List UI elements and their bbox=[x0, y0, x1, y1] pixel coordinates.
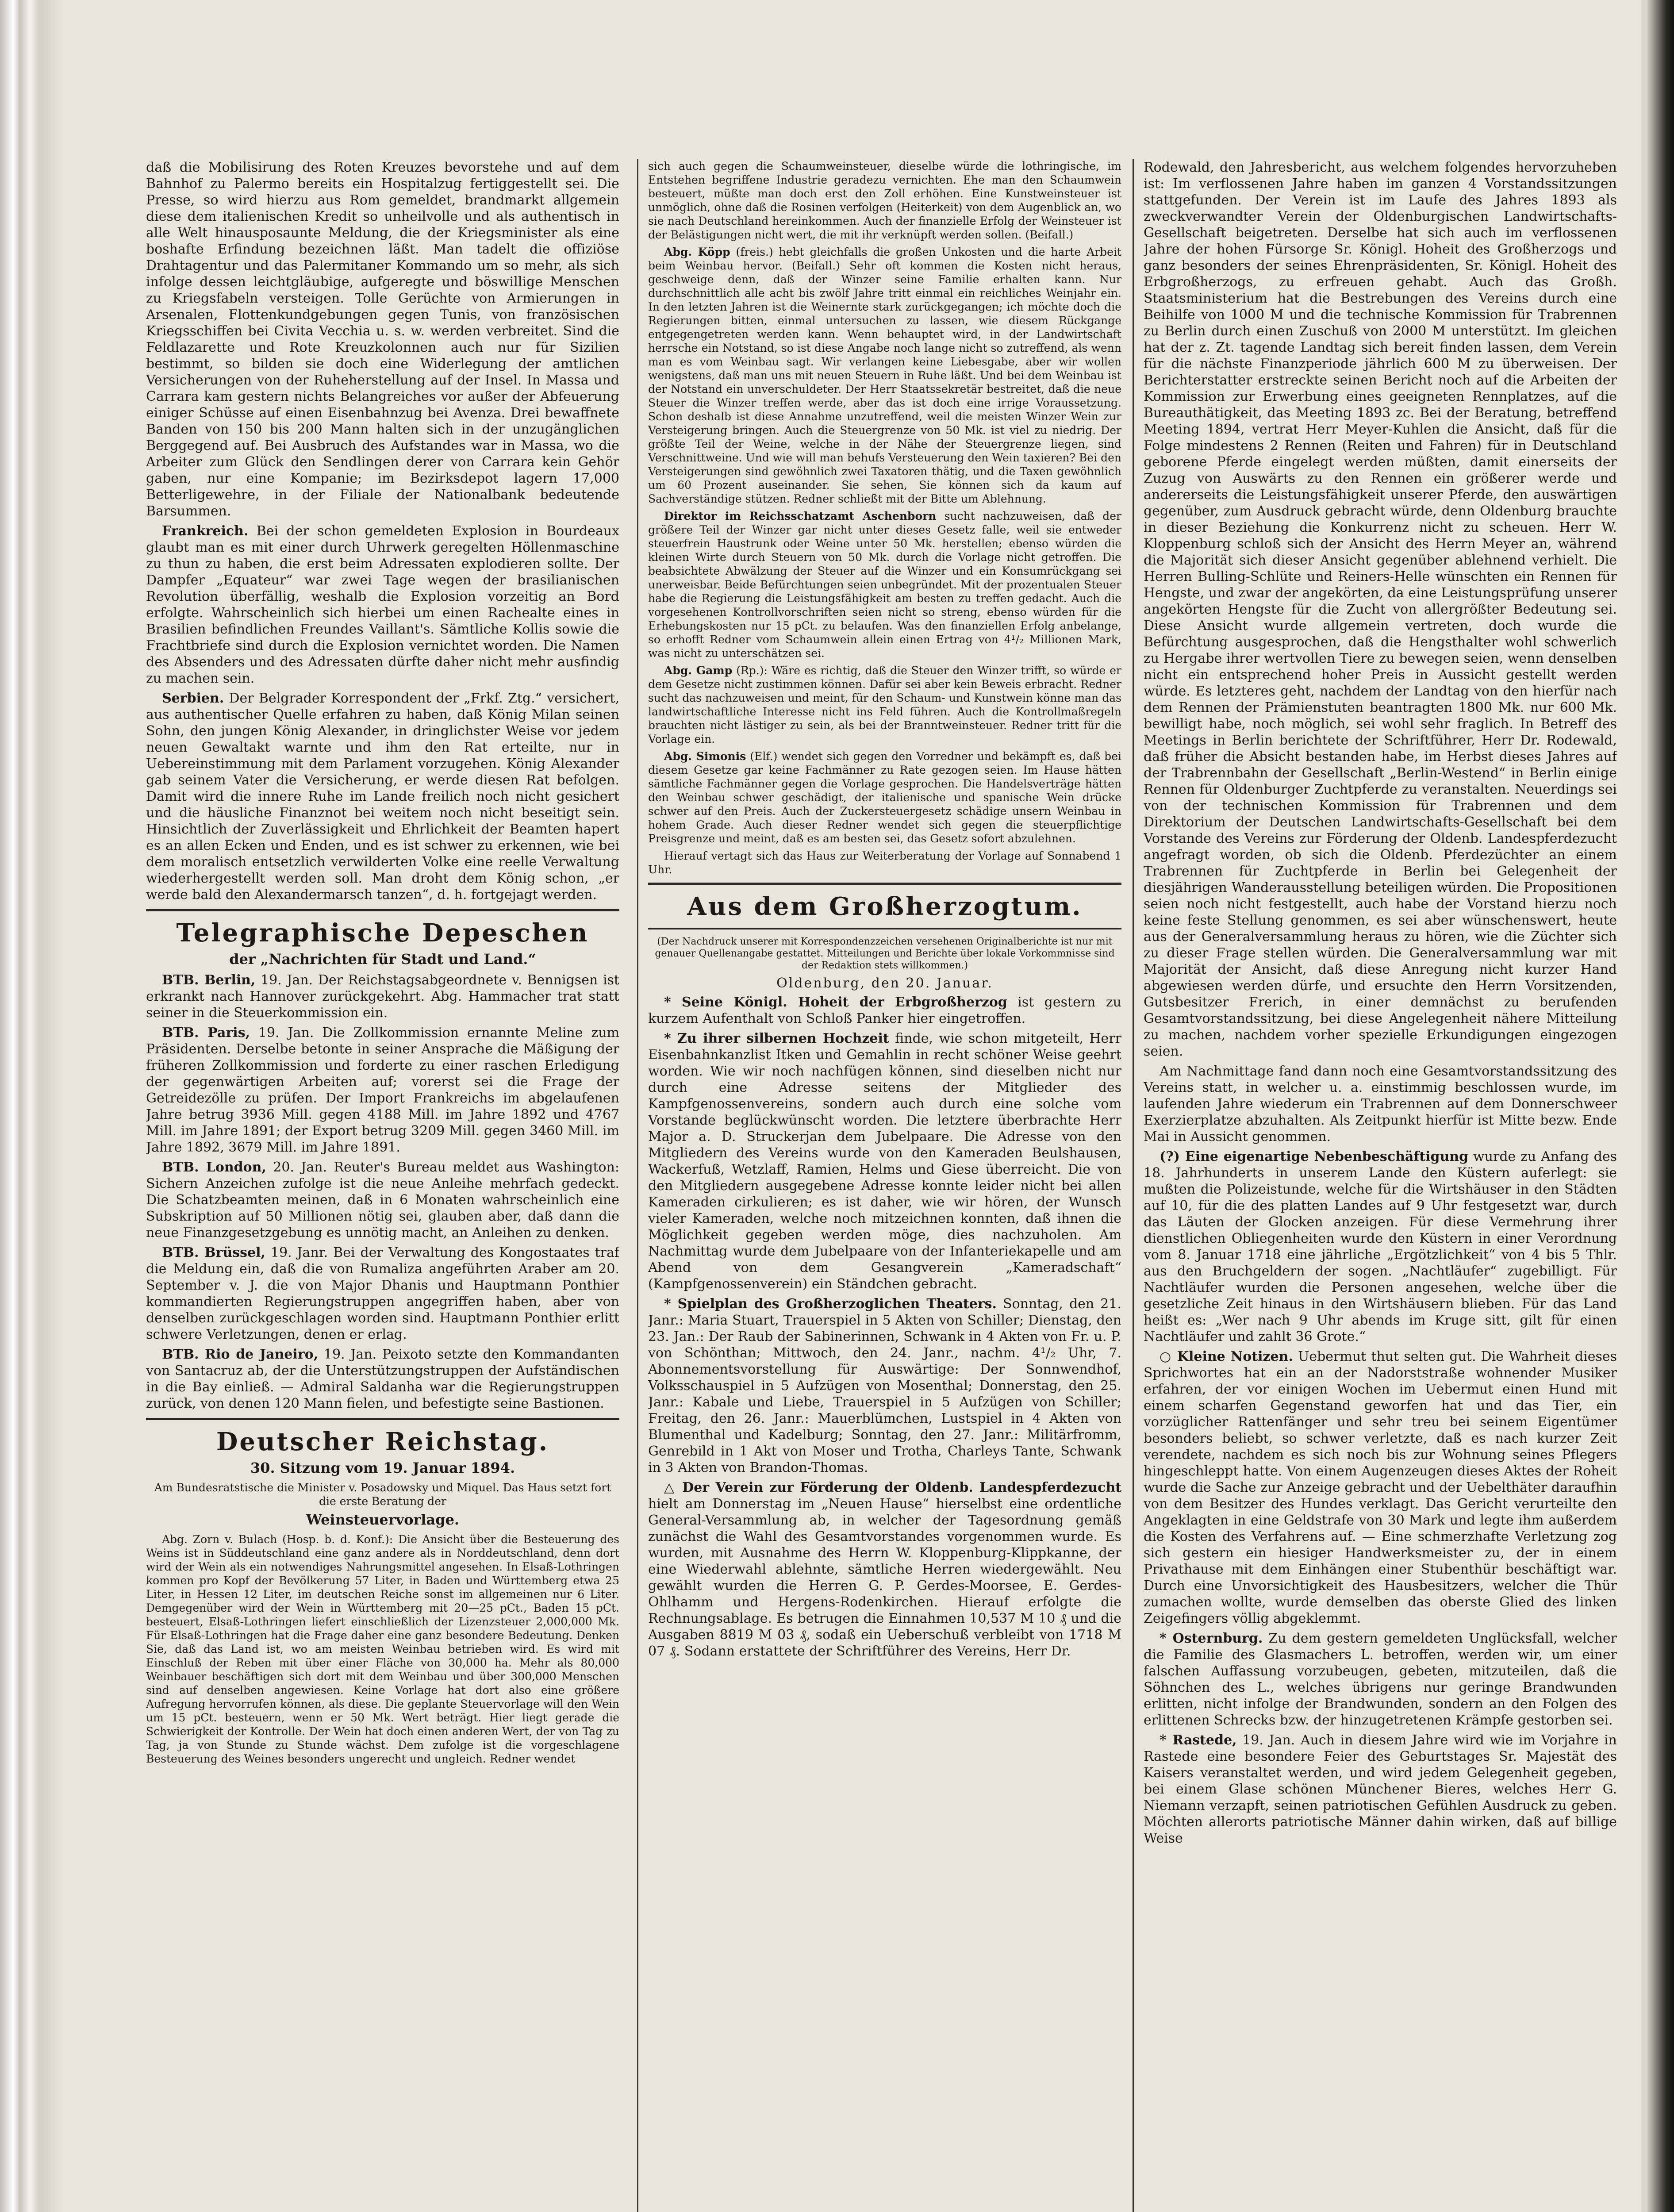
column-2 bbox=[648, 159, 1121, 2212]
section-subtitle: der „Nachrichten für Stadt und Land.“ bbox=[229, 951, 536, 968]
local-theater-spielplan bbox=[648, 1296, 1121, 1476]
item-text: ist gestern zu kurzem Aufenthalt von Schloß Panker hier eingetroffen. bbox=[648, 995, 1121, 1026]
speech-aschenborn bbox=[648, 509, 1121, 660]
item-text: 19. Jan. Auch in diesem Jahre wird wie im Vorjahre in Rastede eine besondere Feier des Geburtstages Sr. Majestät des Kaisers veranstaltet werden, und wird jedem Gelegenheit gegeben, bei einem Glase schönen Münchener Bieres, welches Herr G. Niemann verzapft, seinen patriotischen Gefühlen Ausdruck zu geben. Möchten allerorts patriotische Männer dahin wirken, daß auf billige Weise bbox=[1144, 1732, 1617, 1846]
speech-simonis bbox=[648, 749, 1121, 845]
section-divider bbox=[146, 1418, 619, 1420]
dispatch-bruessel bbox=[146, 1244, 619, 1343]
article-heading: Frankreich. bbox=[162, 523, 249, 539]
item-heading: △ Der Verein zur Förderung der Oldenb. Landespferdezucht bbox=[664, 1480, 1121, 1495]
speaker-name: Direktor im Reichsschatzamt Aschenborn bbox=[664, 510, 937, 522]
speech-text: (freis.) hebt gleichfalls die großen Unkosten und die harte Arbeit beim Weinbau hervor. (Beifall.) Sehr oft kommen die Kosten nicht heraus, geschweige denn, daß der Winzer seine Familie erhalten kann. Nur durchschnittlich alle acht bis zwölf Jahre tritt einmal ein reichliches Weinjahr ein. In den letzten Jahren ist die Weinernte stark zurückgegangen; ich möchte doch die Regierungen bitten, einmal untersuchen zu lassen, wie diesem Rückgange entgegengetreten werden kann. Wenn behauptet wird, in der Landwirtschaft herrsche ein Notstand, so ist diese Angabe noch lange nicht so zutreffend, als wenn man es vom Weinbau sagt. Wir verlangen keine Liebesgabe, aber wir wollen wenigstens, daß man uns mit neuen Steuern in Ruhe läßt. Und bei dem Weinbau ist der Notstand ein unverschuldeter. Der Herr Staatssekretär bestreitet, daß die neue Steuer die Winzer treffen werde, aber das ist doch eine irrige Voraussetzung. Schon deshalb ist diese Annahme unzutreffend, weil die meisten Winzer Wein zur Versteigerung bringen. Auch die Steuergrenze von 50 Mk. ist viel zu niedrig. Der größte Teil der Weine, welche in der Nähe der Steuergrenze liegen, sind Verschnittweine. Und wie will man behufs Versteuerung den Wein taxieren? Bei den Versteigerungen sind gewöhnlich zwei Taxatoren thätig, und die Taxen gewöhnlich um 60 Prozent auseinander. Sie sehen, Sie können sich da kaum auf Sachverständige stützen. Redner schließt mit der Bitte um Ablehnung. bbox=[648, 246, 1121, 505]
section-title-reichstag: Deutscher Reichstag. bbox=[216, 1427, 549, 1456]
dispatch-dateline: BTB. London, bbox=[162, 1160, 266, 1175]
local-rastede bbox=[1144, 1732, 1617, 1847]
article-text: Der Belgrader Korrespondent der „Frkf. Ztg.“ versichert, aus authentischer Quelle erfahren zu haben, daß König Milan seinen Sohn, den jungen König Alexander, in dringlichster Weise vor jedem neuen Gewaltakt warnte und ihm den Rat erteilte, nur in Uebereinstimmung mit dem Parlament vorzugehen. König Alexander gab seinem Vater die Versicherung, er werde diesen Rat befolgen. Damit wird die innere Ruhe im Lande freilich noch nicht gesichert und die häusliche Finanznot bei weitem noch nicht beseitigt sein. Hinsichtlich der Zuverlässigkeit und Ehrlichkeit der Beamten hapert es an allen Ecken und Enden, und es ist schwer zu erkennen, wie bei dem moralisch entsetzlich verwilderten Volke eine reelle Verwaltung wiederhergestellt werden soll. Man droht dem König schon, „er werde bald den Alexandermarsch tanzen“, d. h. fortgejagt werden. bbox=[146, 691, 619, 902]
item-heading: ○ Kleine Notizen. bbox=[1160, 1349, 1293, 1364]
item-text: wurde zu Anfang des 18. Jahrhunderts in unserem Lande den Küstern auferlegt: sie mußten die Polizeistunde, welche für die Wirtshäuser in den Städten auf 10, für die des platten Landes auf 9 Uhr festgesetzt war, durch das Läuten der Glocken anzeigen. Für diese Vermehrung ihrer dienstlichen Obliegenheiten wurde den Küstern in einer Verordnung vom 8. Januar 1718 eine jährliche „Ergötzlichkeit“ von 4 bis 5 Thlr. aus den Bruchgeldern der sogen. „Nachtläufer“ zugebilligt. Für Nachtläufer wurden die Personen angesehen, welche über die gesetzliche Zeit hinaus in den Wirtshäusern blieben. Für das Land heißt es: „Wer nach 9 Uhr abends im Kruge sitt, gilt für einen Nachtläufer und zahlt 36 Grote.“ bbox=[1144, 1149, 1617, 1344]
item-heading: * Zu ihrer silbernen Hochzeit bbox=[664, 1031, 889, 1046]
speech-text: (Elf.) wendet sich gegen den Vorredner und bekämpft es, daß bei diesem Gesetze gar keine Fachmänner zu Rate gezogen seien. Im Hause hätten sämtliche Fachmänner gegen die Vorlage gesprochen. Die Handelsverträge hätten den Weinbau schwer geschädigt, der italienische und spanische Wein drücke schwer auf den Preis. Auch der Zuckersteuergesetz schädige unsern Weinbau in hohem Grade. Auch dieser Redner wendet sich gegen die steuerpflichtige Preisgrenze und meint, daß es am besten sei, das Gesetz sofort abzulehnen. bbox=[648, 750, 1121, 845]
dispatch-dateline: BTB. Paris, bbox=[162, 1025, 250, 1041]
speaker-name: Abg. Köpp bbox=[664, 246, 730, 258]
reprint-notice: (Der Nachdruck unserer mit Korrespondenzzeichen versehenen Originalberichte ist nur mit genauer Quellenangabe gestattet. Mitteilungen und Berichte über lokale Vorkommnisse sind der Redaktion stets willkommen.) bbox=[655, 936, 1115, 971]
article-serbien bbox=[146, 690, 619, 903]
article-heading: Serbien. bbox=[162, 691, 224, 706]
column-rule-right bbox=[1133, 159, 1134, 2212]
section-divider bbox=[648, 883, 1121, 885]
session-subtitle: 30. Sitzung vom 19. Januar 1894. bbox=[250, 1459, 515, 1476]
pferdezucht-report-continued: Rodewald, den Jahresbericht, aus welchem folgendes hervorzuheben ist: Im verflossenen Jahre haben im ganzen 4 Vorstandssitzungen stattgefunden. Der Verein ist im Laufe des Jahres 1893 als zweckverwandter Verein der Oldenburgischen Landwirtschafts-Gesellschaft beigetreten. Derselbe hat sich auch im verflossenen Jahre der hohen Fürsorge Sr. Königl. Hoheit des Großherzogs und ganz besonders der seines Ehrenpräsidenten, Sr. Königl. Hoheit des Erbgroßherzogs, zu erfreuen gehabt. Auch das Großh. Staatsministerium hat die Bestrebungen des Vereins durch eine Beihilfe von 1000 M und die technische Kommission für Trabrennen zu Berlin durch einen Zuschuß von 2000 M unterstützt. Im gleichen hat der z. Zt. tagende Landtag sich bereit finden lassen, dem Verein für die nächste Finanzperiode jährlich 600 M zu überweisen. Der Berichterstatter erstreckte seinen Bericht noch auf die Arbeiten der Kommission zur Erwerbung eines geeigneten Rennplatzes, auf die Bureauthätigkeit, das Meeting 1893 zc. Bei der Beratung, betreffend Meeting 1894, vertrat Herr Meyer-Kuhlen die Ansicht, daß für die Folge mindestens 2 Rennen (Reiten und Fahren) für in Deutschland geborene Pferde eingelegt werden müßten, damit einerseits der Zuzug von Auswärts zu den Rennen ein größerer werde und andererseits die Leistungsfähigkeit unserer Pferde, den auswärtigen gegenüber, zum Ausdruck gebracht würde, denn Oldenburg brauchte in dieser Beziehung die Konkurrenz nicht zu scheuen. Herr W. Kloppenburg schloß sich der Ansicht des Herrn Meyer an, während die Majorität sich dieser Ansicht gegenüber ablehnend verhielt. Die Herren Bulling-Schlüte und Reiners-Helle wünschten ein Rennen für Hengste, und zwar der angekörten, da eine Leistungsprüfung unserer angekörten Hengste für die Zucht von allergrößter Bedeutung sei. Diese Ansicht wurde allgemein vertreten, doch wurde die Befürchtung ausgesprochen, daß die Hengsthalter wohl schwerlich zu Hergabe ihrer wertvollen Tiere zu bewegen seien, wenn denselben nicht ein entsprechend hoher Preis in Aussicht gestellt werden würde. Es letzteres geht, nachdem der Landtag von den hierfür nach dem Rennen der Prämienstuten beantragten 1800 Mk. nur 600 Mk. bewilligt habe, noch möglich, sei wohl sehr fraglich. In Betreff des Meetings in Berlin berichtete der Schriftführer, Herr Dr. Rodewald, daß früher die Absicht bestanden habe, im Herbst dieses Jahres auf der Trabrennbahn der Gesellschaft „Berlin-Westend“ in Berlin einige Rennen für Oldenburger Zuchtpferde zu veranstalten. Neuerdings sei von der technischen Kommission für Trabrennen und dem Direktorium der Deutschen Landwirtschafts-Gesellschaft bei dem Vorstande des Vereins zur Förderung der Oldenb. Landespferdezucht angefragt worden, ob sich die Oldenb. Pferdezüchter an einem Trabrennen für Zuchtpferde in Berlin bei Gelegenheit der diesjährigen Wanderausstellung beteiligen würden. Die Propositionen seien noch nicht festgestellt, auch habe der Vorstand hierzu noch keine feste Stellung genommen, es sei aber wünschenswert, heute aus der Generalversammlung heraus zu hören, wie die Züchter sich zu dieser Frage stellen würden. Die Generalversammlung war mit Majorität der Ansicht, daß diese Anregung nicht kurzer Hand abgewiesen werden dürfe, und ersuchte den Herrn Vorsitzenden, Gutsbesitzer Frerich, in einer demnächst zu berufenden Gesamtvorstandssitzung, bei diese Angelegenheit nähere Mitteilung zu machen, nachdem vorher spezielle Erkundigungen eingezogen seien. bbox=[1144, 160, 1617, 1059]
pferdezucht-afternoon-session: Am Nachmittage fand dann noch eine Gesamtvorstandssitzung des Vereins statt, in welcher u. a. einstimmig beschlossen wurde, im laufenden Jahre wiederum ein Trabrennen auf dem Donnerschweer Exerzierplatze abzuhalten. Als Zeitpunkt hierfür ist Mitte bezw. Ende Mai in Aussicht genommen. bbox=[1144, 1064, 1617, 1144]
italy-article-continued: daß die Mobilisirung des Roten Kreuzes bevorstehe und auf dem Bahnhof zu Palermo bereits ein Hospitalzug fertiggestellt sei. Die Presse, so wird hierzu aus Rom gemeldet, brandmarkt allgemein diese dem italienischen Kredit so unheilvolle und als authentisch in alle Welt hinausposaunte Meldung, die der Kriegsminister als eine boshafte Erfindung bezeichnen läßt. Man tadelt die offiziöse Drahtagentur und das Palermitaner Kommando um so mehr, als sich infolge dessen leichtgläubige, aufgeregte und böswillige Menschen zu Kriegsfabeln versteigen. Tolle Gerüchte von Armierungen in Arsenalen, Flottenkundgebungen gegen Tunis, von französischen Kriegsschiffen bei Civita Vecchia u. s. w. werden verbreitet. Sind die Feldlazarette und Rote Kreuzkolonnen auch nur für Sizilien bestimmt, so bilden sie doch eine Widerlegung der amtlichen Versicherungen von der Ruheherstellung auf der Insel. In Massa und Carrara kam gestern nichts Belangreiches vor außer der Abfeuerung einiger Schüsse auf einen Eisenbahnzug bei Avenza. Drei bewaffnete Banden von 150 bis 200 Mann halten sich in der unzugänglichen Berggegend auf. Bei Ausbruch des Aufstandes war in Massa, wo die Arbeiter zum Glück den Sendlingen derer von Carrara kein Gehör gaben, nur eine Kompanie; im Bezirksdepot lagern 17,000 Betterligewehre, in der Filiale der Nationalbank bedeutende Barsummen. bbox=[146, 160, 619, 519]
local-nebenbeschaeftigung bbox=[1144, 1148, 1617, 1345]
column-3 bbox=[1144, 159, 1617, 2212]
dispatch-text: 19. Janr. Bei der Verwaltung des Kongostaates traf die Meldung ein, daß die von Rumaliza angeführten Araber am 20. September v. J. die von Major Dhanis und Hauptmann Ponthier kommandierten Regierungstruppen angegriffen haben, aber von denselben zurückgeschlagen worden sind. Hauptmann Ponthier erlitt schwere Verletzungen, denen er erlag. bbox=[146, 1245, 619, 1342]
item-text: finde, wie schon mitgeteilt, Herr Eisenbahnkanzlist Itken und Gemahlin in recht schöner Weise geehrt worden. Wie wir noch nachfügen können, sind dieselben nicht nur durch eine Adresse seitens der Mitglieder des Kampfgenossenvereins, sondern auch durch eine solche vom Vorstande beglückwünscht worden. Die letztere überbrachte Herr Major a. D. Struckerjan dem Jubelpaare. Die Adresse von den Mitgliedern des Vereins wurde von den Kameraden Beulshausen, Wackerfuß, Wetzlaff, Ramien, Helms und Giese überreicht. Die von den Mitgliedern ausgegebene Adresse konnte leider nicht bei allen Kameraden cirkulieren; es ist daher, wie wir hören, der Wunsch vieler Kameraden, welche noch mitzeichnen konnten, daß ihnen die Möglichkeit gegeben werden möge, dies nachzuholen. Am Nachmittag wurde dem Jubelpaare von der Infanteriekapelle und am Abend von dem Gesangverein „Kameradschaft“ (Kampfgenossenverein) ein Ständchen gebracht. bbox=[648, 1031, 1121, 1292]
bill-title: Weinsteuervorlage. bbox=[306, 1511, 460, 1528]
speech-text: sucht nachzuweisen, daß der größere Teil der Winzer gar nicht unter dieses Gesetz falle, weil sie entweder steuerfrein Haustrunk oder Weine unter 50 Mk. herstellen; ebenso würden die kleinen Wirte durch Steuern von 50 Mk. durch die Vorlage nicht getroffen. Die beabsichtete Abwälzung der Steuer auf die Winzer und ein Konsumrückgang sei unerweisbar. Beide Befürchtungen seien unbegründet. Mit der prozentualen Steuer habe die Regierung die Leistungsfähigkeit am besten zu treffen gedacht. Auch die vorgesehenen Kontrollvorschriften seien nicht so streng, ebenso würden für die Erhebungskosten nur 15 pCt. zu belaufen. Was den finanziellen Erfolg anbelange, so erhofft Redner vom Schaumwein allein einen Ertrag von 4¹/₂ Millionen Mark, was nicht zu unterschätzen sei. bbox=[648, 510, 1121, 660]
session-intro: Am Bundesratstische die Minister v. Posadowsky und Miquel. Das Haus setzt fort die erste Beratung der bbox=[154, 1481, 611, 1508]
dispatch-london bbox=[146, 1159, 619, 1241]
section-divider bbox=[146, 909, 619, 911]
article-frankreich bbox=[146, 523, 619, 687]
dispatch-dateline: BTB. Rio de Janeiro, bbox=[162, 1347, 319, 1362]
local-osternburg bbox=[1144, 1630, 1617, 1728]
local-kleine-notizen bbox=[1144, 1348, 1617, 1627]
item-heading: * Osternburg. bbox=[1160, 1631, 1263, 1646]
section-divider-thin bbox=[648, 928, 1121, 929]
reichstag-debate-text: Abg. Zorn v. Bulach (Hosp. b. d. Konf.): Die Ansicht über die Besteuerung des Weins ist in Süddeutschland eine ganz andere als in Norddeutschland, denn dort wird der Wein als ein notwendiges Nahrungsmittel angesehen. In Elsaß-Lothringen kommen pro Kopf der Bevölkerung 57 Liter, in Baden und Württemberg etwa 25 Liter, in Hessen 12 Liter, im deutschen Reiche sonst im allgemeinen nur 6 Liter. Demgegenüber wird der Wein in Württemberg mit 20—25 pCt., Baden 15 pCt. besteuert, Elsaß-Lothringen liefert einschließlich der Lizenzsteuer 2,000,000 Mk. Für Elsaß-Lothringen hat die Frage daher eine ganz besondere Bedeutung. Denken Sie, daß das Land ist, wo am meisten Weinbau betrieben wird. Es wird mit Einschluß der Reben mit über einer Fläche von 30,000 ha. Mehr als 80,000 Weinbauer beschäftigen sich dort mit dem Weinbau und über 300,000 Menschen sind auf denselben angewiesen. Keine Vorlage hat dort also eine größere Aufregung hervorrufen können, als diese. Die geplante Steuervorlage will den Wein um 15 pCt. besteuern, wenn er 50 Mk. Wert beträgt. Hier liegt gerade die Schwierigkeit der Kontrolle. Der Wein hat doch einen anderen Wert, der von Tag zu Tag, ja von Stunde zu Stunde wächst. Dem zufolge ist die vorgeschlagene Besteuerung des Weines besonders ungerecht und ungleich. Redner wendet bbox=[146, 1533, 619, 1765]
dispatch-dateline: BTB. Berlin, bbox=[162, 972, 256, 988]
item-heading: * Spielplan des Großherzoglichen Theaters. bbox=[664, 1296, 997, 1312]
dispatch-text: 19. Jan. Peixoto setzte den Kommandanten von Santacruz ab, der die Unterstützungstruppen der Aufständischen in die Bay einließ. — Admiral Saldanha war die Regierungstruppen zurück, von denen 120 Mann fielen, und befestigte seine Bastionen. bbox=[146, 1347, 619, 1411]
section-title-telegraphic-dispatches: Telegraphische Depeschen bbox=[176, 918, 589, 948]
local-dateline: Oldenburg, den 20. Januar. bbox=[776, 975, 993, 991]
item-text: Zu dem gestern gemeldeten Unglücksfall, welcher die Familie des Glasmachers L. betroffen, werden wir, um einer falschen Auffassung vorzubeugen, gebeten, mitzuteilen, daß die Söhnchen des L., welches übrigens nur geringe Brandwunden erlitten, nicht infolge der Brandwunden, sondern an den Folgen des erlittenen Schrecks bzw. der hinzugetretenen Krämpfe gestorben sei. bbox=[1144, 1631, 1617, 1728]
page-binding-edge bbox=[0, 0, 66, 2212]
page-right-edge bbox=[1647, 0, 1674, 2212]
speaker-name: Abg. Simonis bbox=[664, 750, 746, 763]
dispatch-berlin bbox=[146, 972, 619, 1021]
dispatch-paris bbox=[146, 1025, 619, 1156]
dispatch-dateline: BTB. Brüssel, bbox=[162, 1245, 265, 1260]
dispatch-rio bbox=[146, 1346, 619, 1412]
speech-gamp bbox=[648, 664, 1121, 746]
dispatch-text: 19. Jan. Der Reichstagsabgeordnete v. Bennigsen ist erkrankt nach Hannover zurückgekehrt. Abg. Hammacher trat statt seiner in die Steuerkommission ein. bbox=[146, 972, 619, 1021]
dispatch-text: 19. Jan. Die Zollkommission ernannte Meline zum Präsidenten. Derselbe betonte in seiner Ansprache die Mäßigung der früheren Zollkommission und forderte zu einer raschen Erledigung der gegenwärtigen Arbeiten auf; vorerst sei die Frage der Getreidezölle zu prüfen. Der Import Frankreichs im abgelaufenen Jahre betrug 3936 Mill. gegen 4188 Mill. im Jahre 1892 und 4767 Mill. im Jahre 1891; der Export betrug 3209 Mill. gegen 3460 Mill. im Jahre 1892, 3679 Mill. im Jahre 1891. bbox=[146, 1025, 619, 1155]
local-silberhochzeit bbox=[648, 1030, 1121, 1292]
item-heading: * Seine Königl. Hoheit der Erbgroßherzog bbox=[664, 995, 1007, 1010]
column-1 bbox=[146, 159, 619, 2212]
section-title-grossherzogtum: Aus dem Großherzogtum. bbox=[687, 892, 1083, 921]
speech-text: (Rp.): Wäre es richtig, daß die Steuer den Winzer trifft, so würde er dem Gesetze nicht zustimmen können. Dafür sei aber kein Beweis erbracht. Redner sucht das nachzuweisen und meint, für den Schaum- und Kunstwein könne man das landwirtschaftliche Interesse nicht ins Feld führen. Auch die Kontrollmaßregeln brauchten nicht lästiger zu sein, als bei der Branntweinsteuer. Redner tritt für die Vorlage ein. bbox=[648, 664, 1121, 745]
item-text: Sonntag, den 21. Janr.: Maria Stuart, Trauerspiel in 5 Akten von Schiller; Dienstag, den 23. Jan.: Der Raub der Sabinerinnen, Schwank in 4 Akten von Fr. u. P. von Schönthan; Mittwoch, den 24. Janr., nachm. 4¹/₂ Uhr, 7. Abonnementsvorstellung für Auswärtige: Der Sonnwendhof, Volksschauspiel in 5 Aufzügen von Mosenthal; Donnerstag, den 25. Janr.: Kabale und Liebe, Trauerspiel in 5 Aufzügen von Schiller; Freitag, den 26. Janr.: Mauerblümchen, Lustspiel in 4 Akten von Blumenthal und Kadelburg; Sonntag, den 27. Janr.: Militärfromm, Genrebild in 1 Akt von Moser und Trotha, Charleys Tante, Schwank in 3 Akten von Brandon-Thomas. bbox=[648, 1296, 1121, 1475]
column-rule-left bbox=[637, 159, 638, 2212]
item-text: Uebermut thut selten gut. Die Wahrheit dieses Sprichwortes hat ein an der Nadorststraße wohnender Musiker erfahren, der vor einigen Wochen im Uebermut einen Hund mit einem scharfen Gegenstand geworfen hat und das Tier, ein vorzüglicher Rattenfänger und sehr treu bei seinem Eigentümer besonders beliebt, so schwer verletzte, daß es nach kurzer Zeit verendete, nachdem es sich noch bis zur Wohnung seines Pflegers hingeschleppt hatte. Von einem Augenzeugen dieses Aktes der Roheit wurde die Sache zur Anzeige gebracht und der Uebelthäter daraufhin von dem Besitzer des Hundes verklagt. Das Gericht verurteilte den Angeklagten in eine Geldstrafe von 30 Mark und legte ihm außerdem die Kosten des Verfahrens auf. — Eine schmerzhafte Verletzung zog sich gestern ein hiesiger Handwerksmeister zu, der in einem Privathause mit dem Einhängen einer Stubenthür beschäftigt war. Durch eine Unvorsichtigkeit des Hausbesitzers, welcher die Thür zumachen wollte, wurde demselben das oberste Glied des linken Zeigefingers völlig abgeklemmt. bbox=[1144, 1349, 1617, 1626]
adjournment-note: Hierauf vertagt sich das Haus zur Weiterberatung der Vorlage auf Sonnabend 1 Uhr. bbox=[648, 849, 1121, 876]
item-heading: * Rastede, bbox=[1160, 1732, 1237, 1748]
speaker-name: Abg. Gamp bbox=[664, 664, 733, 677]
article-text: Bei der schon gemeldeten Explosion in Bourdeaux glaubt man es mit einer durch Uhrwerk geregelten Höllenmaschine zu thun zu haben, die erst beim Adressaten explodieren sollte. Der Dampfer „Equateur“ war zwei Tage wegen der brasilianischen Revolution überfällig, weshalb die Explosion vorzeitig an Bord erfolgte. Wahrscheinlich sich hierbei um einen Rachealte eines in Brasilien befindlichen Freundes Vaillant's. Sämtliche Kollis sowie die Frachtbriefe sind durch die Explosion vernichtet worden. Die Namen des Absenders und des Adressaten dürfte daher nicht mehr ausfindig zu machen sein. bbox=[146, 523, 619, 686]
local-pferdezucht-verein bbox=[648, 1479, 1121, 1659]
dispatch-text: 20. Jan. Reuter's Bureau meldet aus Washington: Sichern Anzeichen zufolge ist die neue Anleihe mehrfach gedeckt. Die Schatzbeamten meinen, daß in 6 Monaten wahrscheinlich eine Subskription auf 50 Millionen nötig sei, glauben aber, daß dann die neue Finanzgesetzgebung es unnötig macht, an Anleihen zu denken. bbox=[146, 1160, 619, 1240]
local-erbgrossherzog bbox=[648, 994, 1121, 1027]
reichstag-debate-continued: sich auch gegen die Schaumweinsteuer, dieselbe würde die lothringische, im Entstehen begriffene Industrie geradezu vernichten. Ehe man den Schaumwein besteuert, müßte man doch erst den Zoll erhöhen. Eine Kunstweinsteuer ist unmöglich, ohne daß die Rosinen verfolgen (Heiterkeit) von dem Augenblick an, wo sie nach Deutschland hereinkommen. Auch der finanzielle Erfolg der Weinsteuer ist der Belästigungen nicht wert, die mit ihr verknüpft werden sollen. (Beifall.) bbox=[648, 160, 1121, 241]
item-heading: (?) Eine eigenartige Nebenbeschäftigung bbox=[1160, 1149, 1469, 1164]
item-text: hielt am Donnerstag im „Neuen Hause“ hierselbst eine ordentliche General-Versammlung ab, in welcher der Tagesordnung gemäß zunächst die Wahl des Gesamtvorstandes vorgenommen wurde. Es wurden, mit Ausnahme des Herrn W. Kloppenburg-Klippkanne, der eine Wiederwahl ablehnte, sämtliche Herren wiedergewählt. Neu gewählt wurden die Herren G. P. Gerdes-Moorsee, E. Gerdes-Ohlhamm und Hergens-Rodenkirchen. Hierauf erfolgte die Rechnungsablage. Es betrugen die Einnahmen 10,537 M 10 ₰ und die Ausgaben 8819 M 03 ₰, sodaß ein Ueberschuß verbleibt von 1718 M 07 ₰. Sodann erstattete der Schriftführer des Vereins, Herr Dr. bbox=[648, 1496, 1121, 1659]
speech-koepp bbox=[648, 245, 1121, 506]
